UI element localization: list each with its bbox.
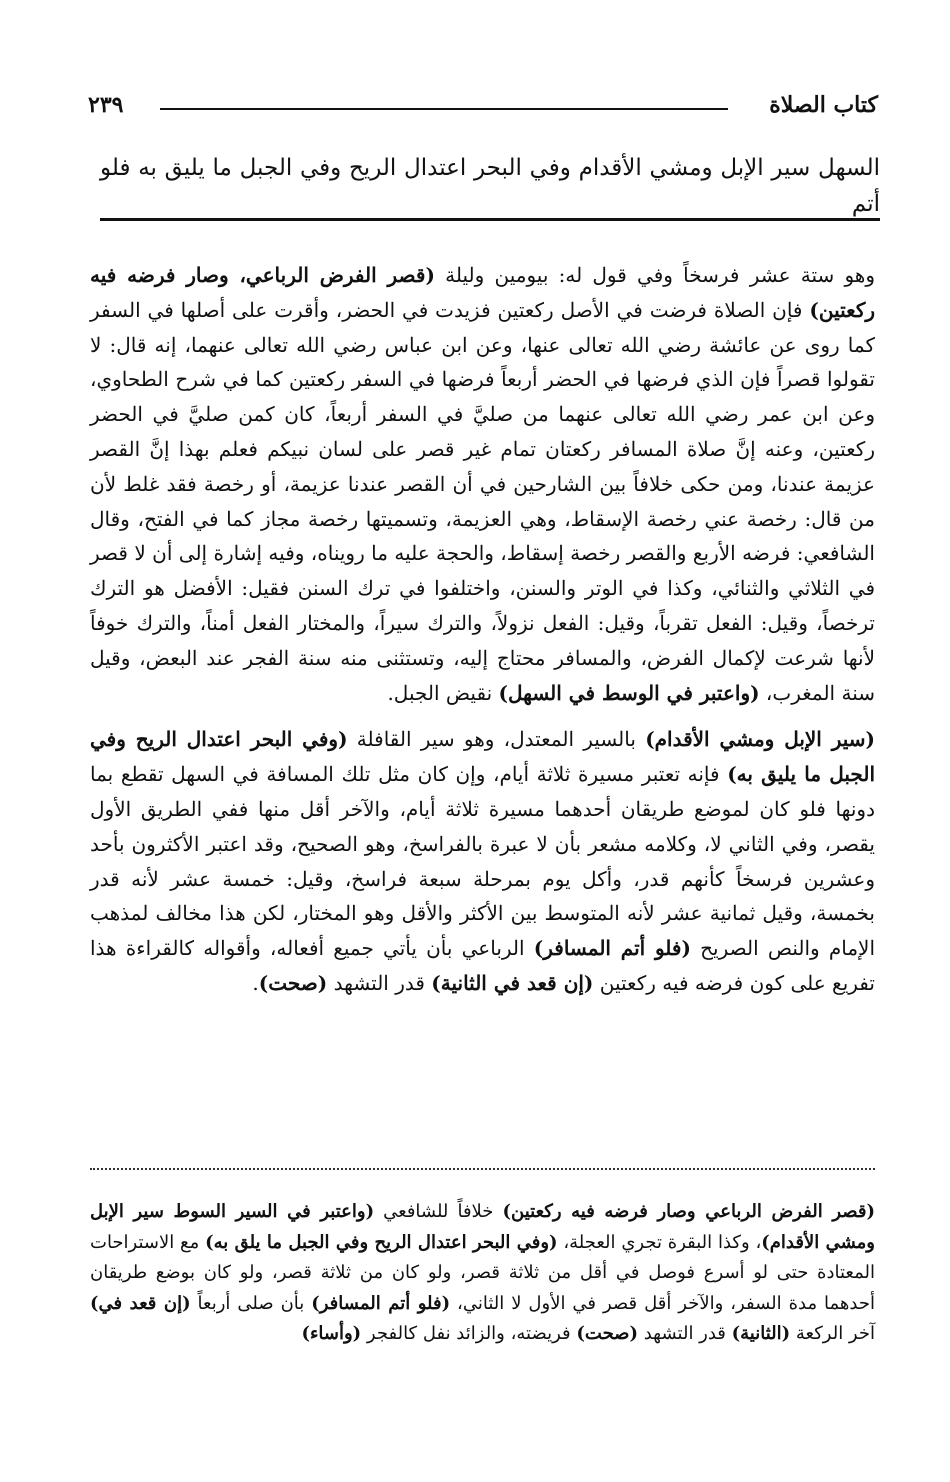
text-run: .	[252, 970, 259, 995]
bold-quoted-text: (واعتبر في السير السوط سير الإبل ومشي الأقدام)	[90, 1201, 875, 1253]
text-run: بالسير المعتدل، وهو سير القافلة	[347, 727, 646, 752]
bold-quoted-text: (فلو أتم المسافر)	[311, 1292, 451, 1314]
text-run: قدر التشهد	[327, 970, 432, 995]
bold-quoted-text: (صحت)	[258, 970, 328, 995]
footnote-separator	[90, 1168, 875, 1172]
commentary-paragraph-1	[90, 258, 875, 710]
matn-divider	[100, 218, 880, 221]
bold-quoted-text: (فلو أتم المسافر)	[533, 936, 691, 961]
footnote-paragraph-1	[90, 1197, 875, 1350]
bold-quoted-text: (قصر الفرض الرباعي وصار فرضه فيه ركعتين)	[502, 1201, 875, 1222]
text-run: ، وكذا البقرة تجري العجلة،	[557, 1231, 762, 1253]
footnote	[90, 1197, 875, 1350]
header-rule	[160, 108, 728, 110]
bold-quoted-text: (قصر الفرض الرباعي، وصار فرضه فيه ركعتين)	[90, 263, 875, 322]
text-run: فريضته، والزائد نفل كالفجر	[361, 1323, 577, 1344]
page-number: ٢٣٩	[88, 92, 124, 118]
text-run: خلافاً للشافعي	[374, 1201, 503, 1222]
matn-text: السهل سير الإبل ومشي الأقدام وفي البحر اعتدال الريح وفي الجبل ما يليق به فلو أتم	[100, 155, 880, 217]
bold-quoted-text: (وأساء)	[301, 1323, 362, 1344]
commentary-paragraph-2	[90, 722, 875, 1000]
text-run: قدر التشهد	[638, 1323, 732, 1344]
bold-quoted-text: (إن قعد في الثانية)	[431, 970, 594, 995]
text-run: فإن الصلاة فرضت في الأصل ركعتين فزيدت في الحضر، وأقرت على أصلها في السفر كما روى عن عائشة رضي الله تعالى عنها، وعن ابن عباس رضي الله تعالى عنهما، إنه قال: لا تقولوا قصراً فإن الذي فرضها في الحضر أربعاً فرضها في السفر ركعتين كما في شرح الطحاوي، وعن ابن عمر رضي الله تعالى عنهما من صليَّ في السفر أربعاً، كان كمن صليَّ في الحضر ركعتين، وعنه إنَّ صلاة المسافر ركعتان تمام غير قصر على لسان نبيكم فعلم بهذا إنَّ القصر عزيمة عندنا، ومن حكى خلافاً بين الشارحين في أن القصر عندنا عزيمة، أو رخصة فقد غلط لأن من قال: رخصة عني رخصة الإسقاط، وهي العزيمة، وتسميتها رخصة مجاز كما في الفتح، وقال الشافعي: فرضه الأربع والقصر رخصة إسقاط، والحجة عليه ما رويناه، وفيه إشارة إلى أن لا قصر في الثلاثي والثنائي، وكذا في الوتر والسنن، واختلفوا في ترك السنن فقيل: الأفضل هو الترك ترخصاً، وقيل: الفعل تقرباً، وقيل: الفعل نزولاً، والترك سيراً، والمختار الفعل أمناً، والترك خوفاً لأنها شرعت لإكمال الفرض، والمسافر محتاج إليه، وتستثنى منه سنة الفجر عند البعض، وقيل سنة المغرب،	[90, 297, 875, 705]
text-run: وهو ستة عشر فرسخاً وفي قول له: بيومين وليلة	[434, 263, 875, 287]
text-run: بأن صلى أربعاً	[190, 1292, 312, 1314]
bold-quoted-text: (وفي البحر اعتدال الريح وفي الجبل ما يلق به)	[205, 1231, 558, 1253]
text-run: الرباعي بأن يأتي جميع أفعاله، وأقواله كالقراءة هذا تفريع على كون فرضه فيه ركعتين	[90, 936, 875, 995]
bold-quoted-text: (صحت)	[576, 1323, 638, 1344]
text-run: فإنه تعتبر مسيرة ثلاثة أيام، وإن كان مثل تلك المسافة في السهل تقطع بما دونها فلو كان لموضع طريقان أحدهما مسيرة ثلاثة أيام، والآخر أقل منها ففي الطريق الأول يقصر، وفي الثاني لا، وكلامه مشعر بأن لا عبرة بالفراسخ، وهو الصحيح، وقد اعتبر الأكثرون بأحد وعشرين فرسخاً كأنهم قدر، وأكل يوم بمرحلة سبعة فراسخ، وقيل: خمسة عشر لأنه قدر بخمسة، وقيل ثمانية عشر لأنه المتوسط بين الأكثر والأقل وهو المختار، لكن هذا مخالف لمذهب الإمام والنص الصريح	[90, 762, 876, 961]
bold-quoted-text: (واعتبر في الوسط في السهل)	[498, 680, 760, 705]
running-header	[88, 88, 878, 128]
bold-quoted-text: (سير الإبل ومشي الأقدام)	[645, 727, 876, 752]
text-run: آخر الركعة	[790, 1323, 875, 1344]
commentary	[90, 258, 875, 1001]
header-title: كتاب الصلاة	[769, 92, 878, 118]
bold-quoted-text: (وفي البحر اعتدال الريح وفي الجبل ما يليق به)	[90, 727, 875, 787]
bold-quoted-text: (الثانية)	[731, 1323, 791, 1344]
bold-quoted-text: (إن قعد في)	[90, 1292, 191, 1314]
text-run: نقيض الجبل.	[387, 680, 499, 705]
text-run: مع الاستراحات المعتادة حتى لو أسرع فوصل في أقل من ثلاثة قصر، ولو كان من ثلاثة قصر، ولو كان بوضع طريقان أحدهما مدة السفر، والآخر أقل قصر في الأول لا الثاني،	[90, 1231, 876, 1314]
